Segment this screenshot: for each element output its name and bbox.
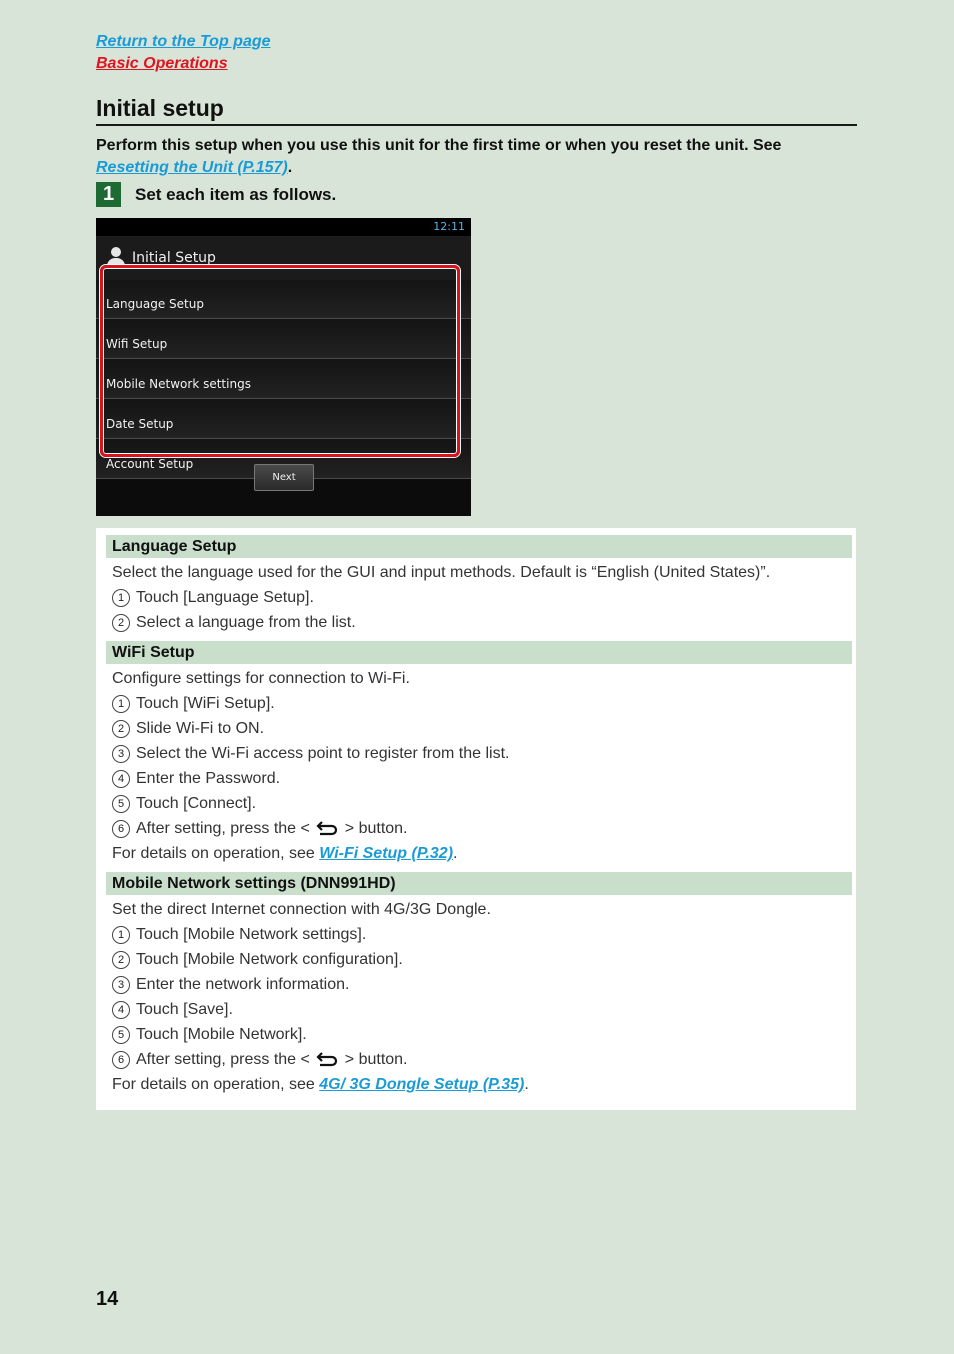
step-text: Select the Wi-Fi access point to register from the list. bbox=[136, 745, 510, 762]
menu-item-label: Mobile Network settings bbox=[106, 377, 251, 391]
step-text: Touch [Mobile Network settings]. bbox=[136, 926, 367, 943]
step-number: 2 bbox=[112, 720, 130, 738]
wifi-step bbox=[112, 741, 856, 766]
step-text: After setting, press the < bbox=[136, 1051, 310, 1068]
step-text: Enter the network information. bbox=[136, 976, 350, 993]
basic-operations-link[interactable]: Basic Operations bbox=[96, 55, 228, 72]
step-text: Enter the Password. bbox=[136, 770, 281, 787]
dongle-setup-link[interactable]: 4G/ 3G Dongle Setup (P.35) bbox=[319, 1076, 525, 1093]
wifi-step bbox=[112, 766, 856, 791]
details-end: . bbox=[524, 1076, 529, 1093]
menu-item-date-setup[interactable] bbox=[96, 399, 471, 439]
step-number: 2 bbox=[112, 614, 130, 632]
section-heading-mobile: Mobile Network settings (DNN991HD) bbox=[106, 872, 852, 895]
step-text: After setting, press the < bbox=[136, 820, 310, 837]
step-number: 5 bbox=[112, 1026, 130, 1044]
step-1 bbox=[96, 182, 336, 207]
step-text: Slide Wi-Fi to ON. bbox=[136, 720, 265, 737]
step-text-end: > button. bbox=[344, 1051, 408, 1068]
step-number: 6 bbox=[112, 1051, 130, 1069]
settings-panel bbox=[96, 528, 856, 1110]
wifi-step bbox=[112, 716, 856, 741]
step-number: 3 bbox=[112, 976, 130, 994]
step-number: 1 bbox=[112, 926, 130, 944]
step-number: 4 bbox=[112, 770, 130, 788]
wifi-details bbox=[112, 841, 856, 866]
status-clock: 12:11 bbox=[433, 220, 465, 233]
mobile-step bbox=[112, 1047, 856, 1072]
page-title-block bbox=[96, 93, 857, 126]
step-text-end: > button. bbox=[344, 820, 408, 837]
details-prefix: For details on operation, see bbox=[112, 845, 320, 862]
step-number-badge: 1 bbox=[96, 182, 121, 207]
menu-item-label: Language Setup bbox=[106, 297, 204, 311]
language-step bbox=[112, 585, 856, 610]
mobile-description: Set the direct Internet connection with 4G/3G Dongle. bbox=[112, 901, 491, 918]
resetting-unit-link[interactable]: Resetting the Unit (P.157) bbox=[96, 159, 288, 176]
setup-menu bbox=[96, 280, 471, 479]
menu-item-wifi-setup[interactable] bbox=[96, 319, 471, 359]
step-number: 2 bbox=[112, 951, 130, 969]
language-step bbox=[112, 610, 856, 635]
mobile-step bbox=[112, 997, 856, 1022]
step-text: Touch [WiFi Setup]. bbox=[136, 695, 275, 712]
intro-paragraph bbox=[96, 135, 857, 179]
breadcrumb-nav bbox=[96, 31, 271, 75]
step-number: 6 bbox=[112, 820, 130, 838]
step-text: Touch [Language Setup]. bbox=[136, 589, 314, 606]
mobile-step bbox=[112, 972, 856, 997]
next-button[interactable]: Next bbox=[254, 464, 314, 491]
step-text: Select a language from the list. bbox=[136, 614, 356, 631]
intro-text: Perform this setup when you use this unit for the first time or when you reset the unit. See bbox=[96, 137, 782, 154]
step-text: Touch [Mobile Network]. bbox=[136, 1026, 307, 1043]
screen-header bbox=[96, 236, 471, 281]
step-number: 1 bbox=[112, 695, 130, 713]
device-screen bbox=[96, 218, 471, 516]
page-number: 14 bbox=[96, 1288, 119, 1310]
section-heading-wifi: WiFi Setup bbox=[106, 641, 852, 664]
menu-item-language-setup[interactable] bbox=[96, 280, 471, 319]
status-bar bbox=[96, 218, 471, 236]
intro-end: . bbox=[287, 159, 293, 176]
screen-title: Initial Setup bbox=[132, 250, 216, 266]
mobile-step bbox=[112, 947, 856, 972]
menu-item-label: Date Setup bbox=[106, 417, 174, 431]
details-end: . bbox=[453, 845, 458, 862]
details-prefix: For details on operation, see bbox=[112, 1076, 320, 1093]
menu-item-label: Wifi Setup bbox=[106, 337, 168, 351]
section-heading-language: Language Setup bbox=[106, 535, 852, 558]
person-icon bbox=[106, 247, 126, 269]
mobile-step bbox=[112, 922, 856, 947]
back-arrow-icon bbox=[316, 820, 338, 836]
step-number: 5 bbox=[112, 795, 130, 813]
mobile-details bbox=[112, 1072, 856, 1097]
language-description: Select the language used for the GUI and input methods. Default is “English (United States)”. bbox=[112, 564, 771, 581]
step-number: 3 bbox=[112, 745, 130, 763]
wifi-step bbox=[112, 816, 856, 841]
mobile-step bbox=[112, 1022, 856, 1047]
step-text: Touch [Save]. bbox=[136, 1001, 233, 1018]
step-number: 4 bbox=[112, 1001, 130, 1019]
wifi-step bbox=[112, 691, 856, 716]
return-top-link[interactable]: Return to the Top page bbox=[96, 33, 271, 50]
wifi-setup-link[interactable]: Wi-Fi Setup (P.32) bbox=[319, 845, 454, 862]
step-number: 1 bbox=[112, 589, 130, 607]
wifi-description: Configure settings for connection to Wi-Fi. bbox=[112, 670, 410, 687]
menu-item-label: Account Setup bbox=[106, 457, 194, 471]
step-text: Set each item as follows. bbox=[135, 184, 337, 204]
page-title: Initial setup bbox=[96, 95, 224, 121]
step-text: Touch [Mobile Network configuration]. bbox=[136, 951, 403, 968]
step-text: Touch [Connect]. bbox=[136, 795, 257, 812]
back-arrow-icon bbox=[316, 1051, 338, 1067]
wifi-step bbox=[112, 791, 856, 816]
menu-item-mobile-network[interactable] bbox=[96, 359, 471, 399]
